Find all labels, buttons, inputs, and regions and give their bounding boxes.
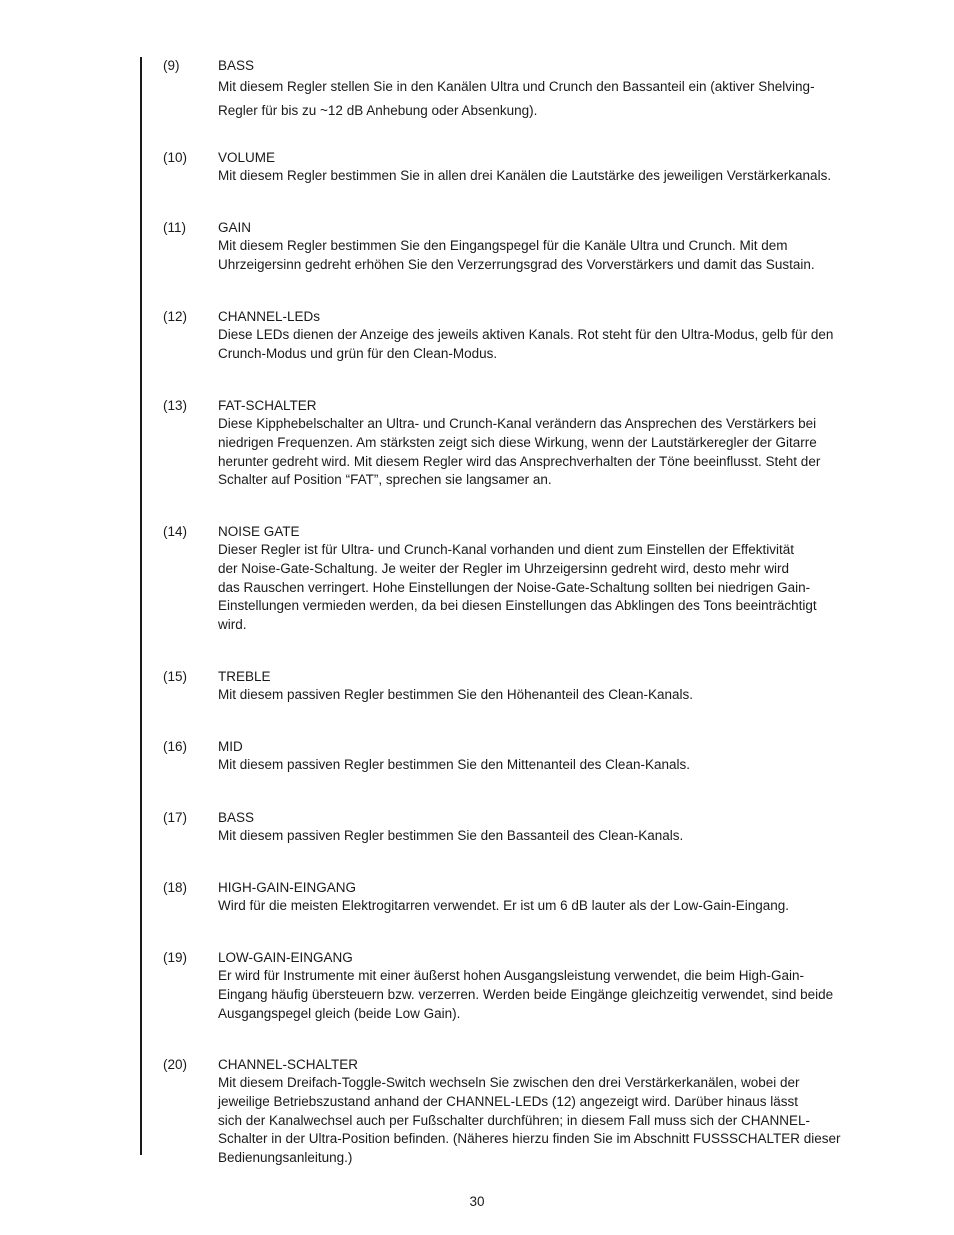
entry-20 bbox=[163, 1056, 898, 1168]
body-line: der Noise-Gate-Schaltung. Je weiter der Regler im Uhrzeigersinn gedreht wird, desto mehr wird bbox=[218, 560, 789, 576]
entry-18 bbox=[163, 879, 898, 916]
body-line: Bedienungsanleitung.) bbox=[218, 1150, 353, 1166]
entry-14 bbox=[163, 523, 898, 635]
body-line: Mit diesem Dreifach-Toggle-Switch wechseln Sie zwischen den drei Verstärkerkanälen, wobei der bbox=[218, 1075, 800, 1090]
entry-number: (12) bbox=[163, 309, 188, 324]
entry-number: (19) bbox=[163, 950, 188, 965]
body-line: Mit diesem passiven Regler bestimmen Sie den Höhenanteil des Clean-Kanals. bbox=[218, 687, 693, 702]
entry-number: (9) bbox=[163, 58, 180, 73]
entry-heading: LOW-GAIN-EINGANG bbox=[218, 950, 353, 965]
body-line: herunter gedreht wird. Mit diesem Regler wird das Ansprechverhalten der Töne beeinflusst. Steht der bbox=[218, 453, 821, 469]
entry-number: (13) bbox=[163, 398, 188, 413]
entry-10 bbox=[163, 149, 898, 186]
body-line: Diese Kipphebelschalter an Ultra- und Crunch-Kanal verändern das Ansprechen des Verstärkers bei bbox=[218, 416, 817, 431]
body-line: sich der Kanalwechsel auch per Fußschalter durchführen; in diesem Fall muss sich der CHANNEL- bbox=[218, 1112, 810, 1128]
entry-body bbox=[218, 167, 898, 186]
body-line: Einstellungen vermieden werden, da bei diesen Einstellungen das Abklingen des Tons beeinträchtigt bbox=[218, 598, 817, 614]
entry-heading: FAT-SCHALTER bbox=[218, 398, 317, 413]
entry-number: (15) bbox=[163, 669, 188, 684]
entry-13 bbox=[163, 397, 898, 490]
body-line: Uhrzeigersinn gedreht erhöhen Sie den Verzerrungsgrad des Vorverstärkers und damit das Sustain. bbox=[218, 256, 815, 272]
body-line: Schalter auf Position “FAT”, sprechen sie langsamer an. bbox=[218, 472, 552, 488]
entry-heading: CHANNEL-LEDs bbox=[218, 309, 321, 324]
body-line: Mit diesem Regler bestimmen Sie in allen drei Kanälen die Lautstärke des jeweiligen Verstärkerkanals. bbox=[218, 168, 832, 183]
entry-body bbox=[218, 756, 898, 775]
body-line: niedrigen Frequenzen. Am stärksten zeigt sich diese Wirkung, wenn der Lautstärkeregler der Gitarre bbox=[218, 434, 817, 450]
body-line: Mit diesem passiven Regler bestimmen Sie den Mittenanteil des Clean-Kanals. bbox=[218, 757, 690, 772]
body-line: Mit diesem Regler stellen Sie in den Kanälen Ultra und Crunch den Bassanteil ein (aktiver Shelving- bbox=[218, 79, 815, 94]
entry-number: (20) bbox=[163, 1057, 188, 1072]
entry-number: (18) bbox=[163, 880, 188, 895]
body-line: das Rauschen verringert. Hohe Einstellungen der Noise-Gate-Schaltung sollten bei niedrigen Gain- bbox=[218, 579, 811, 595]
entry-9 bbox=[163, 57, 898, 123]
body-line: wird. bbox=[218, 617, 247, 633]
margin-rule bbox=[140, 57, 142, 1155]
entry-11 bbox=[163, 219, 898, 275]
entry-heading: MID bbox=[218, 739, 243, 754]
entry-number: (10) bbox=[163, 150, 188, 165]
entry-number: (17) bbox=[163, 810, 188, 825]
body-line: Crunch-Modus und grün für den Clean-Modus. bbox=[218, 345, 498, 361]
entry-heading: VOLUME bbox=[218, 150, 276, 165]
entry-number: (14) bbox=[163, 524, 188, 539]
entry-19 bbox=[163, 949, 898, 1023]
entry-heading: HIGH-GAIN-EINGANG bbox=[218, 880, 357, 895]
entry-heading: NOISE GATE bbox=[218, 524, 300, 539]
entry-body bbox=[218, 827, 898, 846]
entry-number: (16) bbox=[163, 739, 188, 754]
entry-heading: BASS bbox=[218, 810, 255, 825]
entry-body bbox=[218, 237, 898, 275]
body-line: Regler für bis zu ~12 dB Anhebung oder Absenkung). bbox=[218, 103, 538, 118]
body-line: Dieser Regler ist für Ultra- und Crunch-Kanal vorhanden und dient zum Einstellen der Effektivität bbox=[218, 542, 795, 557]
entry-body bbox=[218, 415, 898, 490]
body-line: Diese LEDs dienen der Anzeige des jeweils aktiven Kanals. Rot steht für den Ultra-Modus, gelb für den bbox=[218, 327, 834, 342]
body-line: Mit diesem Regler bestimmen Sie den Eingangspegel für die Kanäle Ultra und Crunch. Mit dem bbox=[218, 238, 788, 253]
entry-15 bbox=[163, 668, 898, 705]
body-line: Schalter in der Ultra-Position befinden. (Näheres hierzu finden Sie im Abschnitt FUSSSCHALTER dieser bbox=[218, 1131, 841, 1147]
entry-heading: GAIN bbox=[218, 220, 252, 235]
body-line: Mit diesem passiven Regler bestimmen Sie den Bassanteil des Clean-Kanals. bbox=[218, 828, 684, 843]
entry-body bbox=[218, 686, 898, 705]
entry-16 bbox=[163, 738, 898, 775]
body-line: Er wird für Instrumente mit einer äußerst hohen Ausgangsleistung verwendet, die beim High-Gain- bbox=[218, 968, 805, 983]
body-line: Eingang häufig übersteuern bzw. verzerren. Werden beide Eingänge gleichzeitig verwendet, sind beide bbox=[218, 986, 834, 1002]
entry-heading: CHANNEL-SCHALTER bbox=[218, 1057, 359, 1072]
entry-heading: BASS bbox=[218, 58, 255, 73]
entry-heading: TREBLE bbox=[218, 669, 271, 684]
entry-number: (11) bbox=[163, 220, 187, 235]
entry-body bbox=[218, 326, 898, 364]
entry-body bbox=[218, 897, 898, 916]
entry-body bbox=[218, 967, 898, 1023]
entry-12 bbox=[163, 308, 898, 364]
body-line: Wird für die meisten Elektrogitarren verwendet. Er ist um 6 dB lauter als der Low-Gain-Eingang. bbox=[218, 898, 790, 913]
page-number: 30 bbox=[469, 1194, 485, 1209]
entry-body bbox=[218, 1074, 898, 1168]
entry-body bbox=[218, 75, 898, 123]
body-line: jeweilige Betriebszustand anhand der CHANNEL-LEDs (12) angezeigt wird. Darüber hinaus lässt bbox=[218, 1093, 799, 1109]
entry-17 bbox=[163, 809, 898, 846]
body-line: Ausgangspegel gleich (beide Low Gain). bbox=[218, 1005, 461, 1021]
entry-body bbox=[218, 541, 898, 635]
